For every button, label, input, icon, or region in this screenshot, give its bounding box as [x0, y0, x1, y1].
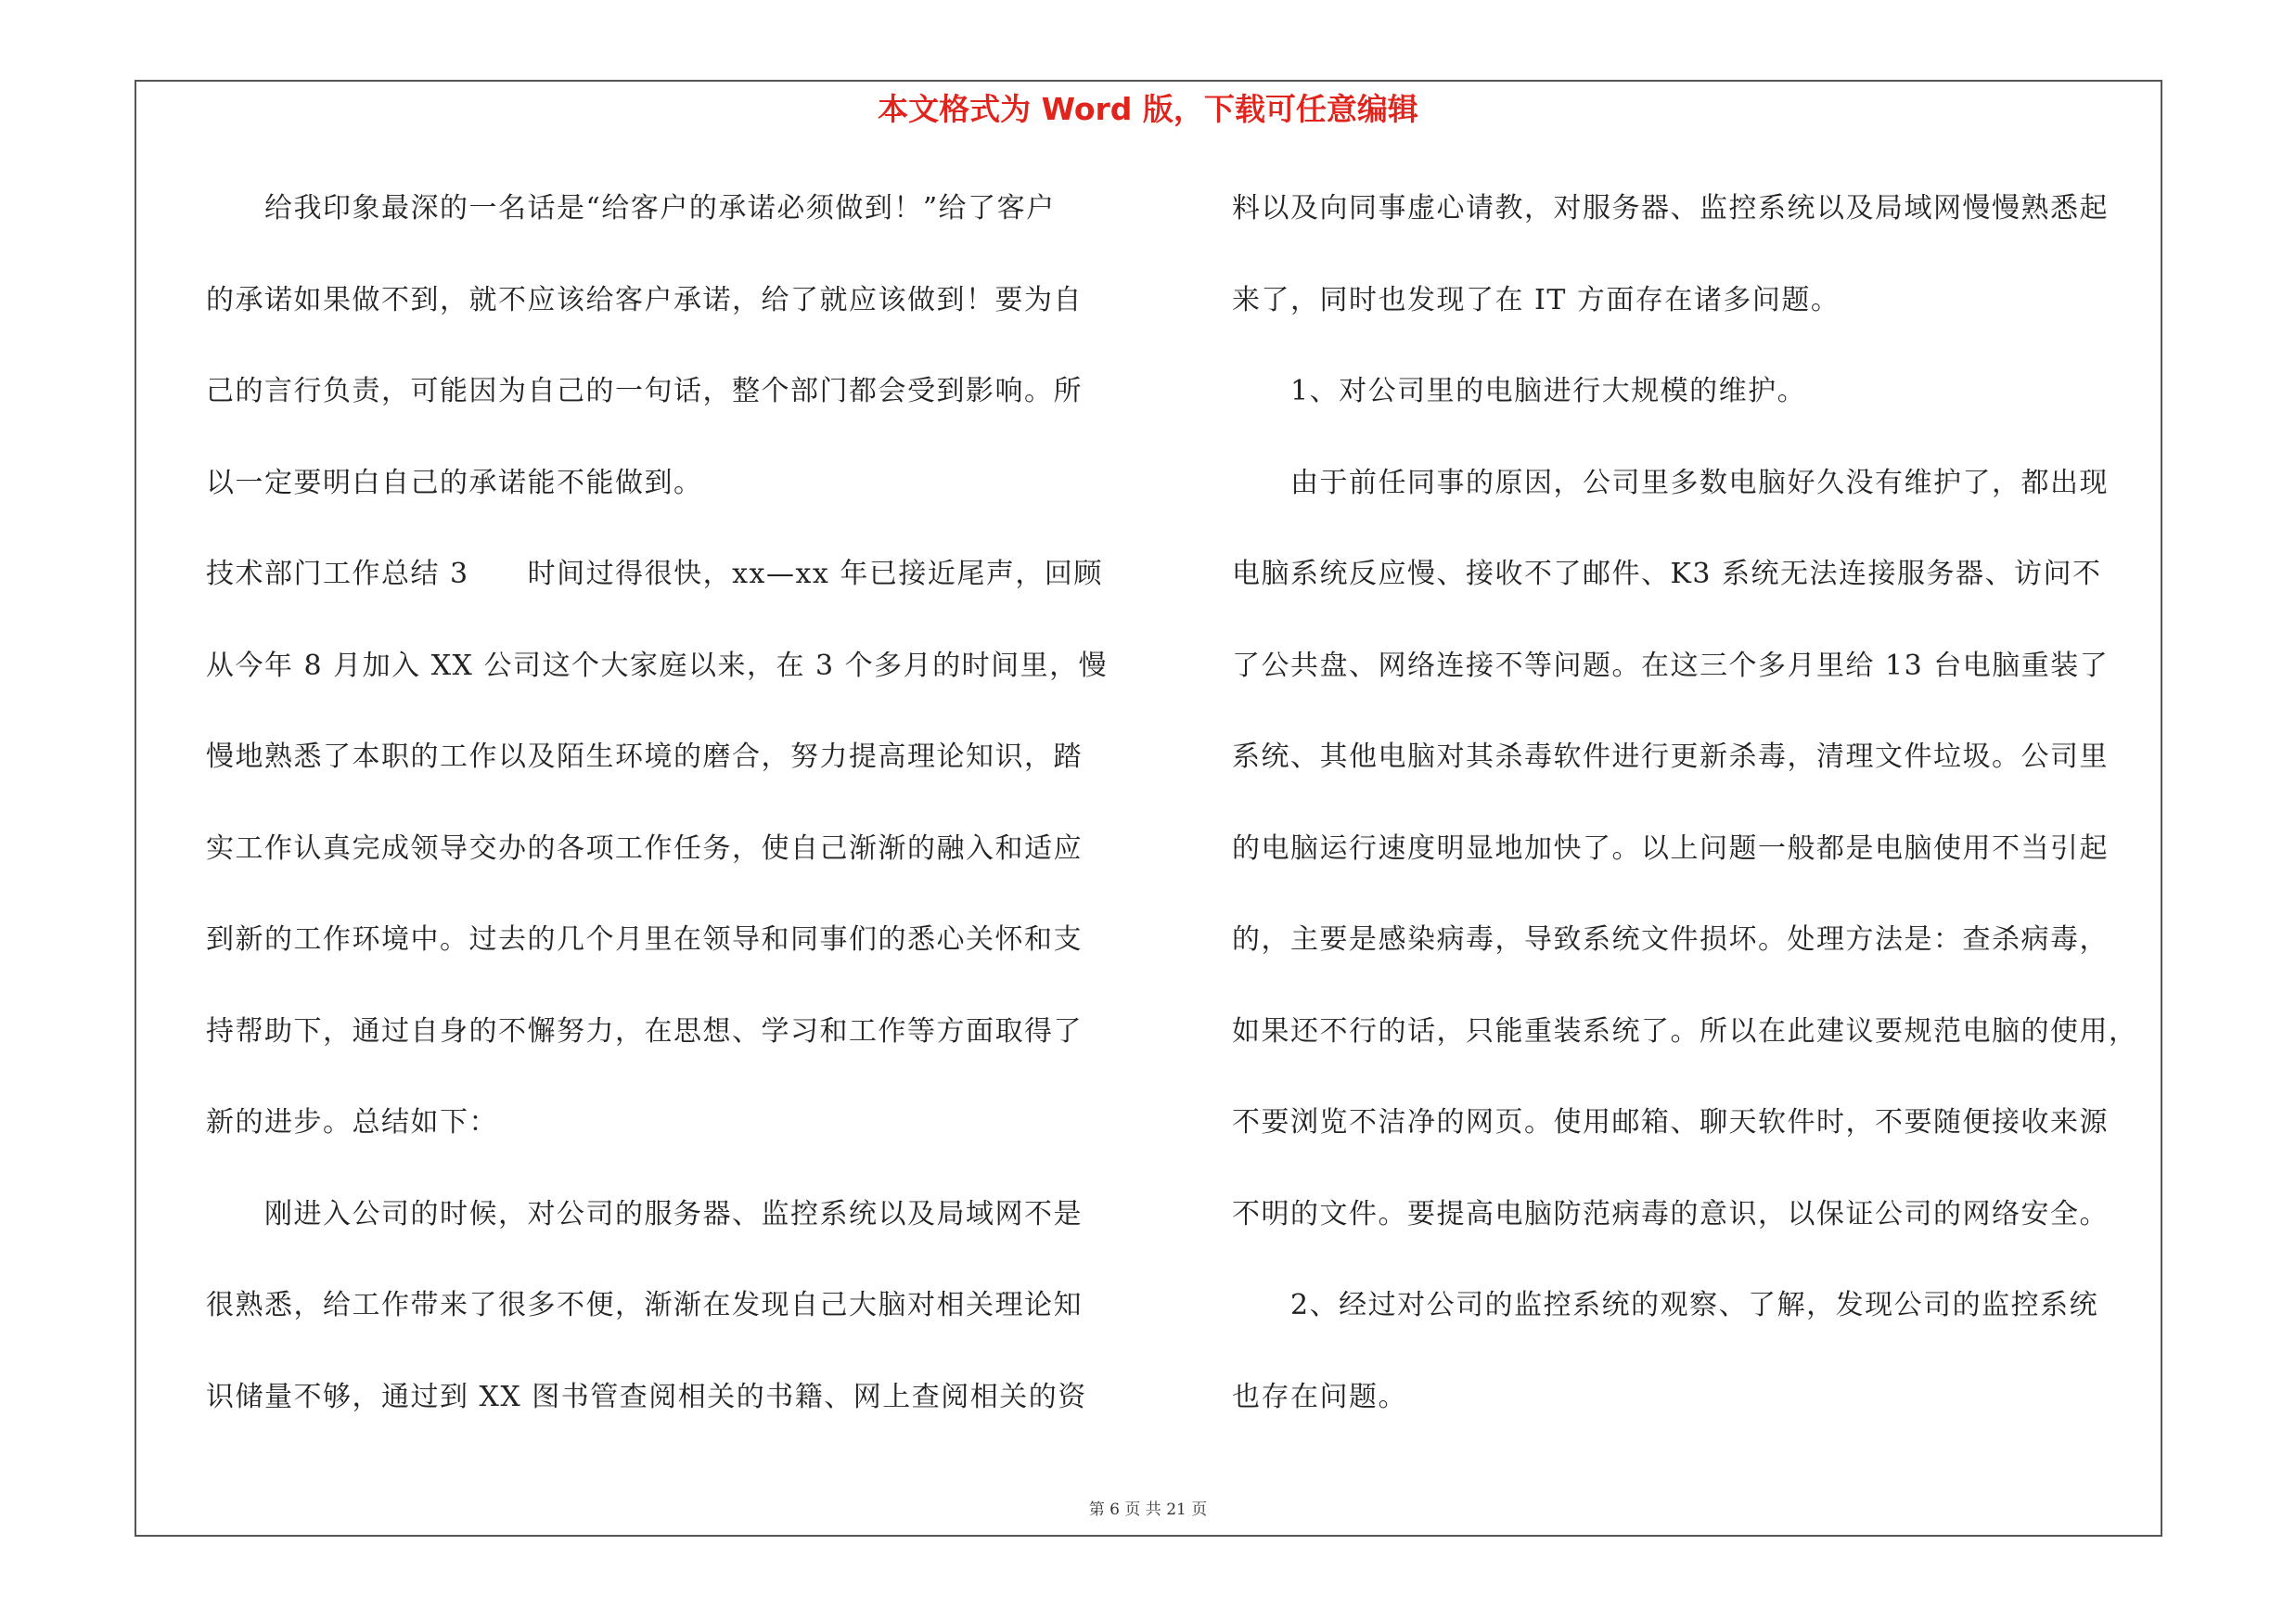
text-line: 的电脑运行速度明显地加快了。以上问题一般都是电脑使用不当引起: [1232, 831, 2109, 865]
text-line: 技术部门工作总结 3 时间过得很快，xx—xx 年已接近尾声，回顾: [206, 558, 1103, 590]
text-line: 到新的工作环境中。过去的几个月里在领导和同事们的悉心关怀和支: [206, 923, 1083, 956]
text-line: 也存在问题。: [1232, 1380, 1407, 1413]
text-line: 持帮助下，通过自身的不懈努力，在思想、学习和工作等方面取得了: [206, 1014, 1083, 1048]
text-line: 2、经过对公司的监控系统的观察、了解，发现公司的监控系统: [1232, 1289, 2099, 1321]
text-line: 来了，同时也发现了在 IT 方面存在诸多问题。: [1232, 283, 1841, 316]
text-line: 1、对公司里的电脑进行大规模的维护。: [1232, 375, 1807, 407]
text-line: 新的进步。总结如下：: [206, 1106, 498, 1139]
text-line: 刚进入公司的时候，对公司的服务器、监控系统以及局域网不是: [206, 1197, 1083, 1230]
text-line: 的承诺如果做不到，就不应该给客户承诺，给了就应该做到！要为自: [206, 283, 1083, 316]
text-line: 的，主要是感染病毒，导致系统文件损坏。处理方法是：查杀病毒，: [1232, 923, 2109, 956]
left-text-column: [206, 178, 1129, 1458]
right-text-column: [1232, 178, 2169, 1458]
text-line: 给我印象最深的一名话是“给客户的承诺必须做到！”给了客户: [206, 192, 1056, 225]
text-line: 如果还不行的话，只能重装系统了。所以在此建议要规范电脑的使用，: [1232, 1014, 2138, 1048]
text-line: 电脑系统反应慢、接收不了邮件、K3 系统无法连接服务器、访问不: [1232, 558, 2102, 590]
text-line: 识储量不够，通过到 XX 图书管查阅相关的书籍、网上查阅相关的资: [206, 1380, 1087, 1413]
text-line: 以一定要明白自己的承诺能不能做到。: [206, 466, 703, 499]
text-line: 料以及向同事虚心请教，对服务器、监控系统以及局域网慢慢熟悉起: [1232, 192, 2109, 225]
text-line: 系统、其他电脑对其杀毒软件进行更新杀毒，清理文件垃圾。公司里: [1232, 741, 2109, 773]
text-line: 己的言行负责，可能因为自己的一句话，整个部门都会受到影响。所: [206, 375, 1083, 407]
text-line: 了公共盘、网络连接不等问题。在这三个多月里给 13 台电脑重装了: [1232, 649, 2110, 682]
text-line: 实工作认真完成领导交办的各项工作任务，使自己渐渐的融入和适应: [206, 831, 1083, 865]
text-line: 不要浏览不洁净的网页。使用邮箱、聊天软件时，不要随便接收来源: [1232, 1106, 2109, 1139]
text-line: 从今年 8 月加入 XX 公司这个大家庭以来，在 3 个多月的时间里，慢: [206, 649, 1109, 682]
text-line: 慢地熟悉了本职的工作以及陌生环境的磨合，努力提高理论知识，踏: [206, 741, 1083, 773]
word-format-banner: 本文格式为 Word 版，下载可任意编辑: [878, 91, 1418, 127]
text-line: 不明的文件。要提高电脑防范病毒的意识，以保证公司的网络安全。: [1232, 1197, 2109, 1230]
page-number: 第 6 页 共 21 页: [1088, 1501, 1208, 1519]
text-line: 由于前任同事的原因，公司里多数电脑好久没有维护了，都出现: [1232, 466, 2109, 499]
text-line: 很熟悉，给工作带来了很多不便，渐渐在发现自己大脑对相关理论知: [206, 1289, 1083, 1321]
